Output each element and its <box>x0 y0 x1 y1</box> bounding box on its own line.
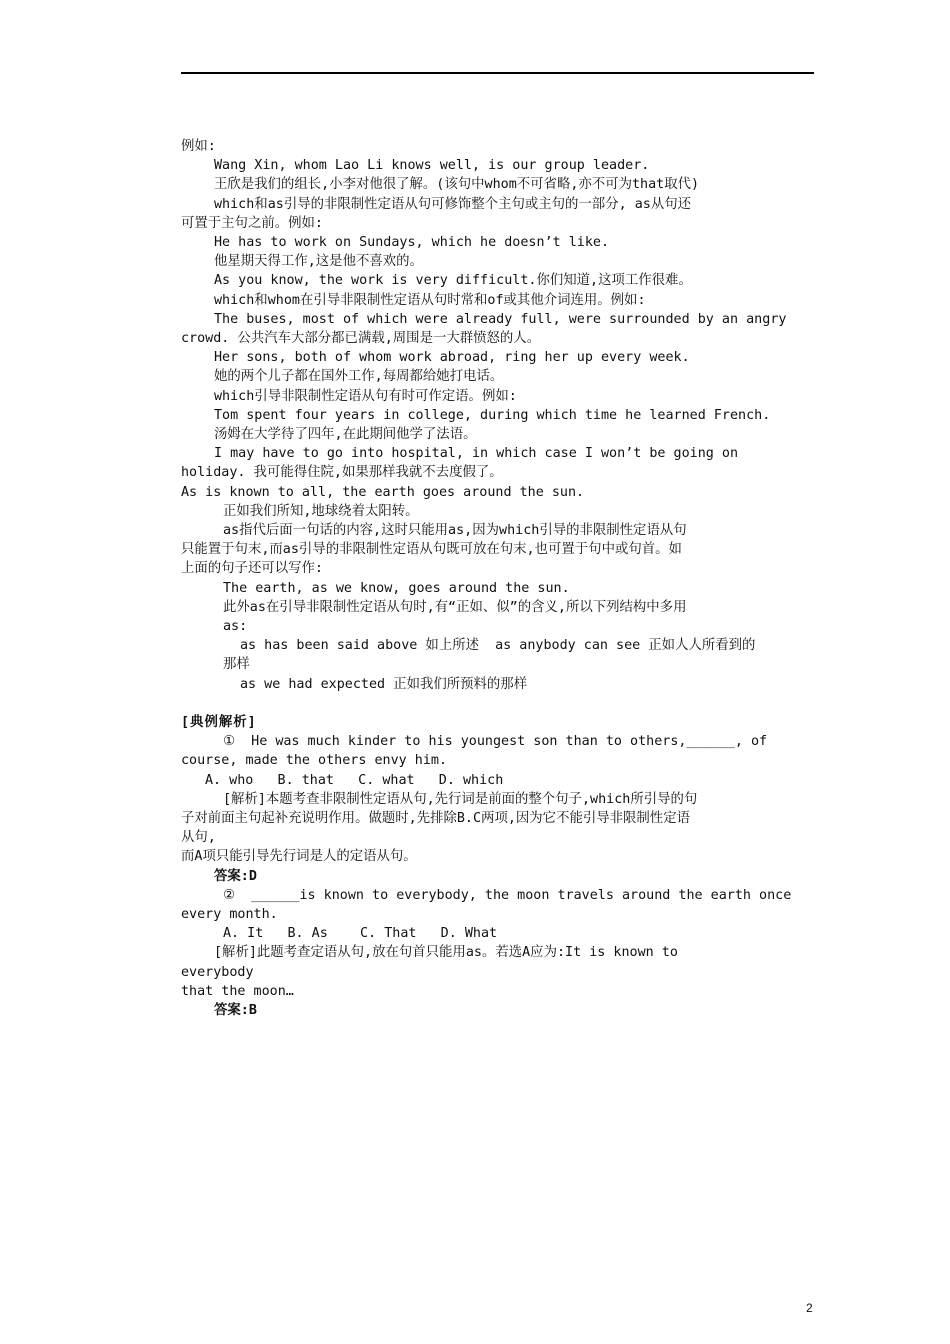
text-line: as we had expected 正如我们所预料的那样 <box>240 676 528 692</box>
text-line: He has to work on Sundays, which he doesn’t like. <box>214 235 610 251</box>
text-line: crowd. 公共汽车大部分都已满载,周围是一大群愤怒的人。 <box>181 331 541 347</box>
text-line: as指代后面一句话的内容,这时只能用as,因为which引导的非限制性定语从句 <box>223 523 687 539</box>
text-line: 王欣是我们的组长,小李对他很了解。(该句中whom不可省略,亦不可为that取代) <box>214 177 700 193</box>
text-line: Her sons, both of whom work abroad, ring her up every week. <box>214 350 690 366</box>
text-line: The earth, as we know, goes around the sun. <box>223 580 570 596</box>
text-line: As is known to all, the earth goes around the sun. <box>181 484 585 500</box>
text-line: 此外as在引导非限制性定语从句时,有“正如、似”的含义,所以下列结构中多用 <box>223 599 687 615</box>
text-line: 答案:B <box>214 1002 257 1018</box>
text-line: which引导非限制性定语从句有时可作定语。例如: <box>214 388 517 404</box>
text-line: 那样 <box>223 657 250 673</box>
text-line: course, made the others envy him. <box>181 753 448 769</box>
text-line: Tom spent four years in college, during which time he learned French. <box>214 407 771 423</box>
text-line: 正如我们所知,地球绕着太阳转。 <box>223 503 419 519</box>
text-line: 只能置于句末,而as引导的非限制性定语从句既可放在句末,也可置于句中或句首。如 <box>181 542 682 558</box>
page-number: 2 <box>806 1301 813 1315</box>
text-line: as: <box>223 619 248 635</box>
document-body <box>181 137 814 1020</box>
text-line: I may have to go into hospital, in which case I won’t be going on <box>214 446 739 462</box>
text-line: [解析]本题考查非限制性定语从句,先行词是前面的整个句子,which所引导的句 <box>223 791 698 807</box>
text-line: A. It B. As C. That D. What <box>223 926 498 942</box>
text-line: ① He was much kinder to his youngest son than to others,______, of <box>223 734 768 750</box>
section-heading: [典例解析] <box>181 714 257 730</box>
text-line: [解析]此题考查定语从句,放在句首只能用as。若选A应为:It is known to <box>214 945 678 961</box>
text-line: Wang Xin, whom Lao Li knows well, is our group leader. <box>214 158 650 174</box>
text-line: everybody <box>181 964 254 980</box>
text-line: 例如: <box>181 139 216 154</box>
text-line: holiday. 我可能得住院,如果那样我就不去度假了。 <box>181 465 503 481</box>
text-line: which和as引导的非限制性定语从句可修饰整个主句或主句的一部分, as从句还 <box>214 196 692 212</box>
text-line: 上面的句子还可以写作: <box>181 561 323 577</box>
text-line: which和whom在引导非限制性定语从句时常和of或其他介词连用。例如: <box>214 292 646 308</box>
text-line: 可置于主句之前。例如: <box>181 215 323 231</box>
text-line: As you know, the work is very difficult.你们知道,这项工作很难。 <box>214 273 692 289</box>
text-line: as has been said above 如上所述 as anybody can see 正如人人所看到的 <box>240 638 756 654</box>
text-line: 她的两个儿子都在国外工作,每周都给她打电话。 <box>214 369 504 385</box>
text-line: 从句, <box>181 830 216 846</box>
text-line <box>181 694 814 713</box>
text-line: ② ______is known to everybody, the moon travels around the earth once <box>223 887 792 903</box>
text-line: that the moon… <box>181 983 294 999</box>
header-rule <box>181 72 814 74</box>
text-line: 答案:D <box>214 868 257 884</box>
text-line: 汤姆在大学待了四年,在此期间他学了法语。 <box>214 427 477 443</box>
text-line: 子对前面主句起补充说明作用。做题时,先排除B.C两项,因为它不能引导非限制性定语 <box>181 810 690 826</box>
text-line: The buses, most of which were already full, were surrounded by an angry <box>214 311 787 327</box>
text-line: A. who B. that C. what D. which <box>205 772 504 788</box>
text-line: every month. <box>181 906 278 922</box>
text-line: 而A项只能引导先行词是人的定语从句。 <box>181 849 417 865</box>
text-line: 他星期天得工作,这是他不喜欢的。 <box>214 254 423 270</box>
